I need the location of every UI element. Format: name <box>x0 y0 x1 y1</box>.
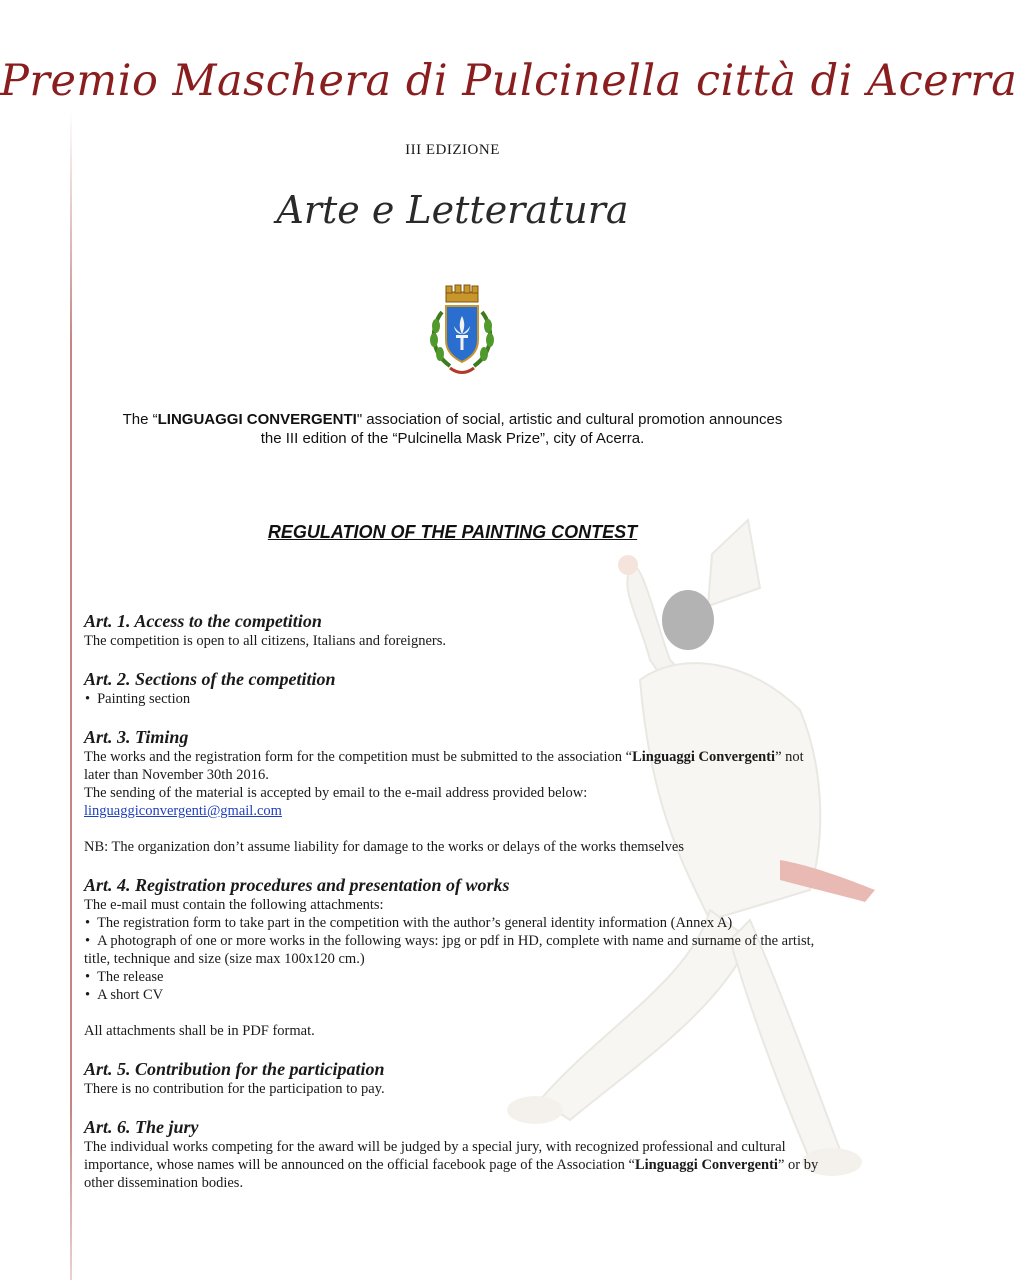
article-text-part: The individual works competing for the award will be judged by a special jury, with recognized professional and cultural importance, whose names will be announced on the official facebook page of the Association “ <box>84 1139 786 1173</box>
left-decorative-rule <box>70 110 72 1280</box>
article-4 <box>84 874 824 1040</box>
article-5 <box>84 1058 824 1098</box>
article-text <box>84 748 824 784</box>
article-2 <box>84 668 824 708</box>
list-item: • A short CV <box>84 986 824 1004</box>
association-name: Linguaggi Convergenti <box>634 1157 778 1173</box>
article-title: Art. 1. Access to the competition <box>84 611 322 631</box>
article-text <box>84 1138 824 1192</box>
article-text: The competition is open to all citizens, Italians and foreigners. <box>84 633 446 649</box>
list-item: • A photograph of one or more works in the following ways: jpg or pdf in HD, complete with name and surname of the artist, title, technique and size (size max 100x120 cm.) <box>84 932 824 968</box>
list-item: • The release <box>84 968 824 986</box>
edition-label: III EDIZIONE <box>405 142 500 158</box>
list-item: • The registration form to take part in the competition with the author’s general identity information (Annex A) <box>84 914 824 932</box>
intro-text: " association of social, artistic and cultural promotion announces <box>356 411 783 428</box>
article-title: Art. 6. The jury <box>84 1117 199 1137</box>
article-text-part: ” not later than November 30th 2016. <box>84 749 804 783</box>
page-subtitle: Arte e Letteratura <box>276 188 629 232</box>
list-item: • Painting section <box>84 690 824 708</box>
article-3 <box>84 726 824 856</box>
association-name: LINGUAGGI CONVERGENTI <box>157 411 357 428</box>
association-name: Linguaggi Convergenti <box>632 749 776 765</box>
article-text-part: ” or by other dissemination bodies. <box>84 1157 819 1191</box>
article-text-part: The works and the registration form for the competition must be submitted to the association “ <box>84 749 633 765</box>
article-text: The sending of the material is accepted by email to the e-mail address provided below: <box>84 785 588 801</box>
article-text: All attachments shall be in PDF format. <box>84 1023 315 1039</box>
intro-text-line2: the III edition of the “Pulcinella Mask Prize”, city of Acerra. <box>260 430 645 447</box>
article-title: Art. 4. Registration procedures and presentation of works <box>84 875 510 895</box>
intro-announcement <box>90 410 815 448</box>
article-6 <box>84 1116 824 1192</box>
article-text: The e-mail must contain the following attachments: <box>84 897 384 913</box>
page-title: Premio Maschera di Pulcinella città di Acerra <box>0 56 1017 106</box>
email-link[interactable]: linguaggiconvergenti@gmail.com <box>84 803 282 819</box>
acerra-crest-icon <box>424 282 500 378</box>
article-text: There is no contribution for the participation to pay. <box>84 1081 385 1097</box>
nb-note: NB: The organization don’t assume liability for damage to the works or delays of the works themselves <box>84 839 685 855</box>
intro-text: The “ <box>122 411 158 428</box>
article-title: Art. 5. Contribution for the participation <box>84 1059 385 1079</box>
regulation-content <box>84 610 824 1210</box>
article-title: Art. 2. Sections of the competition <box>84 669 336 689</box>
regulation-heading: REGULATION OF THE PAINTING CONTEST <box>267 522 638 542</box>
article-title: Art. 3. Timing <box>84 727 189 747</box>
article-1 <box>84 610 824 650</box>
